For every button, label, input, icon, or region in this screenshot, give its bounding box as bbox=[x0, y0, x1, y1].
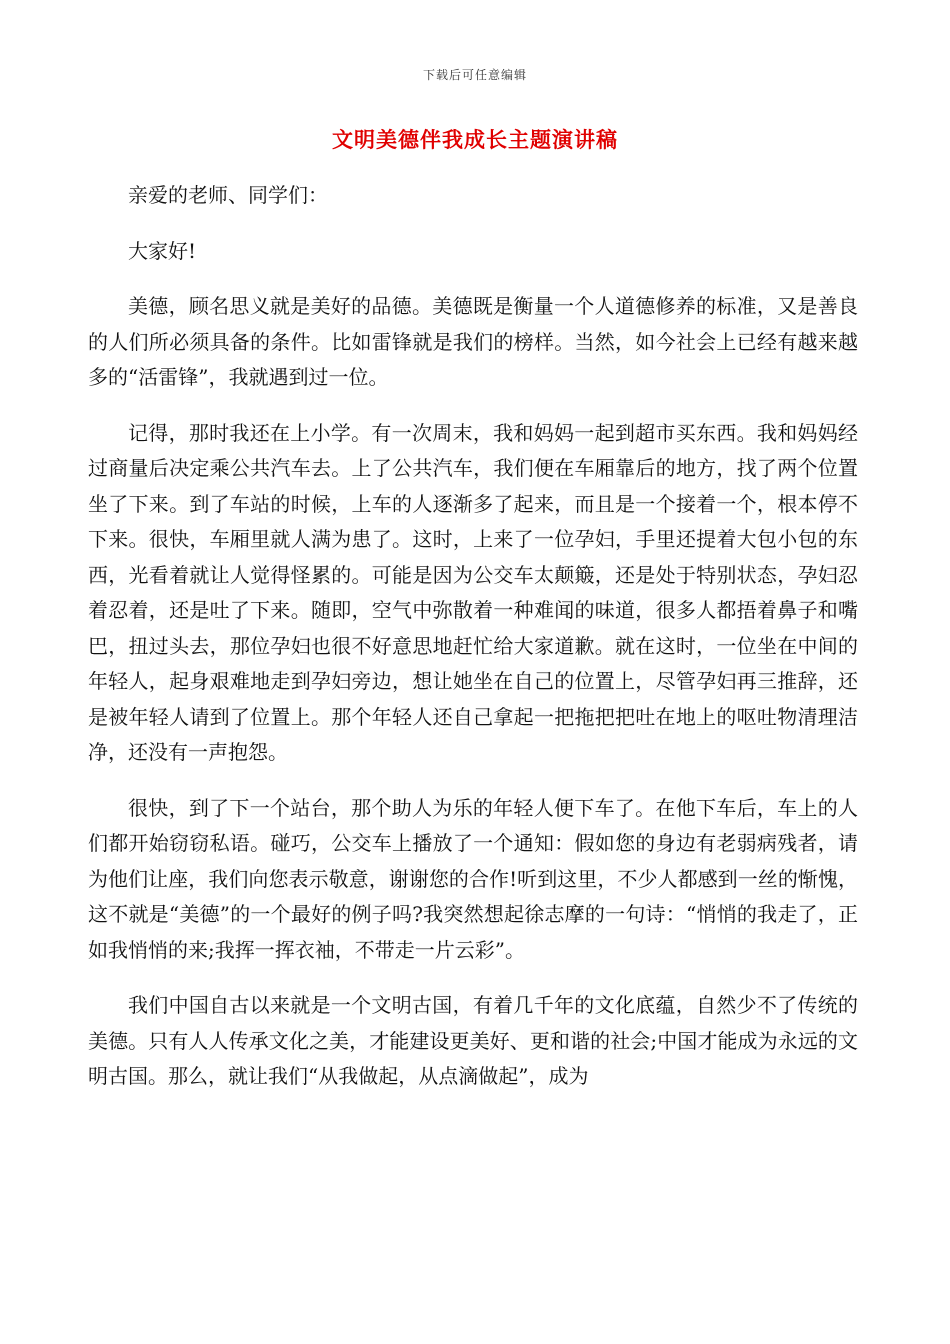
paragraph-greeting: 亲爱的老师、同学们： bbox=[128, 183, 328, 207]
paragraph-4: 我们中国自古以来就是一个文明古国，有着几千年的文化底蕴，自然少不了传统的美德。只有人人传承文化之美，才能建设更美好、更和谐的社会;中国才能成为永远的文明古国。那么，就让我们“从我做起，从点滴做起”，成为 bbox=[88, 993, 858, 1088]
paragraph-3: 很快，到了下一个站台，那个助人为乐的年轻人便下车了。在他下车后，车上的人们都开始窃窃私语。碰巧，公交车上播放了一个通知：假如您的身边有老弱病残者，请为他们让座，我们向您表示敬意，谢谢您的合作!听到这里，不少人都感到一丝的惭愧，这不就是“美德”的一个最好的例子吗?我突然想起徐志摩的一句诗：“悄悄的我走了，正如我悄悄的来;我挥一挥衣袖，不带走一片云彩”。 bbox=[88, 795, 858, 962]
paragraph-1: 美德，顾名思义就是美好的品德。美德既是衡量一个人道德修养的标准，又是善良的人们所必须具备的条件。比如雷锋就是我们的榜样。当然，如今社会上已经有越来越多的“活雷锋”，我就遇到过一位。 bbox=[88, 294, 858, 389]
paragraph-2: 记得，那时我还在上小学。有一次周末，我和妈妈一起到超市买东西。我和妈妈经过商量后决定乘公共汽车去。上了公共汽车，我们便在车厢靠后的地方，找了两个位置坐了下来。到了车站的时候，上车的人逐渐多了起来，而且是一个接着一个，根本停不下来。很快，车厢里就人满为患了。这时，上来了一位孕妇，手里还提着大包小包的东西，光看着就让人觉得怪累的。可能是因为公交车太颠簸，还是处于特别状态，孕妇忍着忍着，还是吐了下来。随即，空气中弥散着一种难闻的味道，很多人都捂着鼻子和嘴巴，扭过头去，那位孕妇也很不好意思地赶忙给大家道歉。就在这时，一位坐在中间的年轻人，起身艰难地走到孕妇旁边，想让她坐在自己的位置上，尽管孕妇再三推辞，还是被年轻人请到了位置上。那个年轻人还自己拿起一把拖把把吐在地上的呕吐物清理洁净，还没有一声抱怨。 bbox=[88, 420, 858, 764]
document-title: 文明美德伴我成长主题演讲稿 bbox=[332, 127, 618, 152]
paragraph-salutation: 大家好! bbox=[128, 238, 197, 263]
header-note: 下载后可任意编辑 bbox=[422, 68, 527, 82]
document-body bbox=[88, 178, 858, 1115]
